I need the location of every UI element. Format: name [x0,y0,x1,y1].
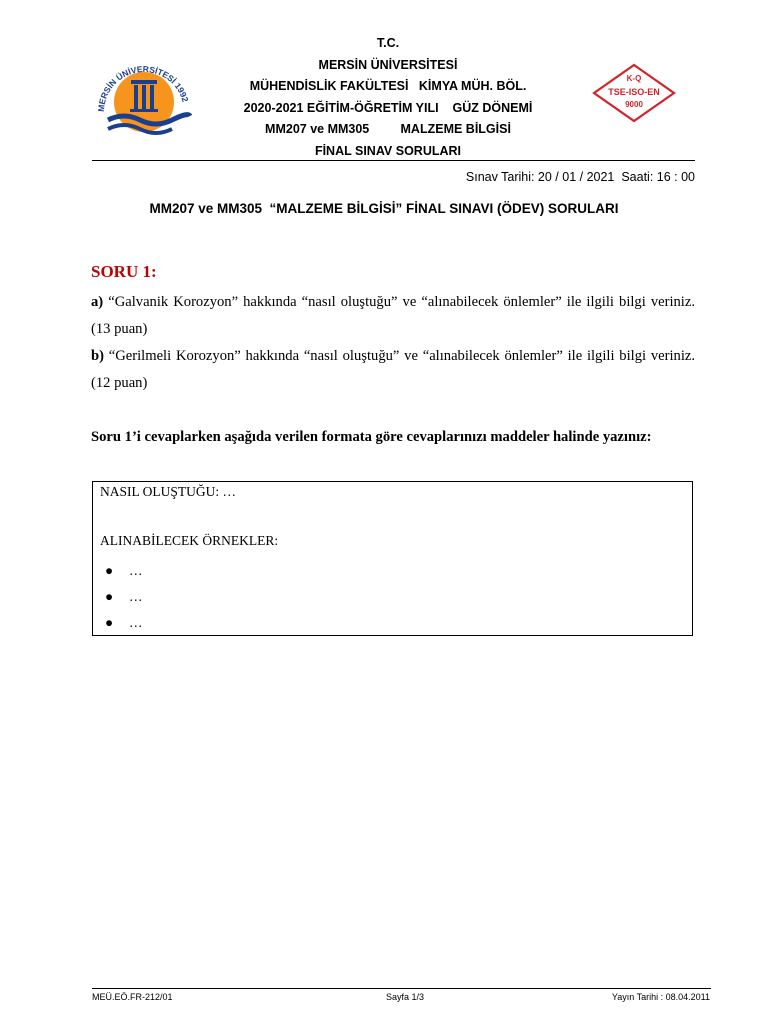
bullet-icon: ● [105,563,114,578]
footer-form-code: MEÜ.EÖ.FR-212/01 [92,992,173,1002]
part-b-text: “Gerilmeli Korozyon” hakkında “nasıl oluştuğu” ve “alınabilecek önlemler” ile ilgili bilgi veriniz. (12 puan) [91,348,695,391]
header-line-term: 2020-2021 EĞİTİM-ÖĞRETİM YILI GÜZ DÖNEMİ [243,100,533,115]
answer-line-how: NASIL OLUŞTUĞU: … [100,484,236,499]
question-part-b [91,343,695,397]
answer-instruction: Soru 1’i cevaplarken aşağıda verilen formata göre cevaplarınızı maddeler halinde yazınız: [91,429,652,445]
header-line-faculty: MÜHENDİSLİK FAKÜLTESİ KİMYA MÜH. BÖL. [249,79,527,94]
exam-date: Sınav Tarihi: 20 / 01 / 2021 Saati: 16 : 00 [465,170,695,184]
header-line-tc: T.C. [376,36,400,50]
question-title: SORU 1: [91,262,157,281]
stamp-line-1: K-Q [626,74,642,83]
header-line-university: MERSİN ÜNİVERSİTESİ [318,57,458,72]
logo-text: MERSİN ÜNİVERSİTESİ 1992 [95,63,191,113]
main-title: MM207 ve MM305 “MALZEME BİLGİSİ” FİNAL SINAVI (ÖDEV) SORULARI [149,201,619,216]
footer-page-number: Sayfa 1/3 [386,992,425,1002]
header-line-exam: FİNAL SINAV SORULARI [314,143,462,158]
answer-format-box: NASIL OLUŞTUĞU: … ALINABİLECEK ÖRNEKLER: ● … ● … ● … [92,481,693,636]
question-part-a [91,289,695,343]
bullet-icon: ● [105,615,114,630]
stamp-line-3: 9000 [625,100,643,109]
part-a-text: “Galvanik Korozyon” hakkında “nasıl oluştuğu” ve “alınabilecek önlemler” ile ilgili bilgi veriniz. (13 puan) [91,294,695,337]
university-logo [94,50,192,136]
part-a-label: a) [91,294,104,310]
document-header [200,33,576,163]
header-line-course: MM207 ve MM305 MALZEME BİLGİSİ [265,122,511,137]
footer-divider [92,988,711,989]
answer-line-measures: ALINABİLECEK ÖRNEKLER: [100,533,279,548]
part-b-label: b) [91,348,104,364]
header-divider [92,160,695,161]
footer-publish-date: Yayın Tarihi : 08.04.2011 [611,992,710,1002]
bullet-icon: ● [105,589,114,604]
stamp-line-2: TSE-ISO-EN [608,87,660,97]
tse-iso-stamp [590,62,678,124]
